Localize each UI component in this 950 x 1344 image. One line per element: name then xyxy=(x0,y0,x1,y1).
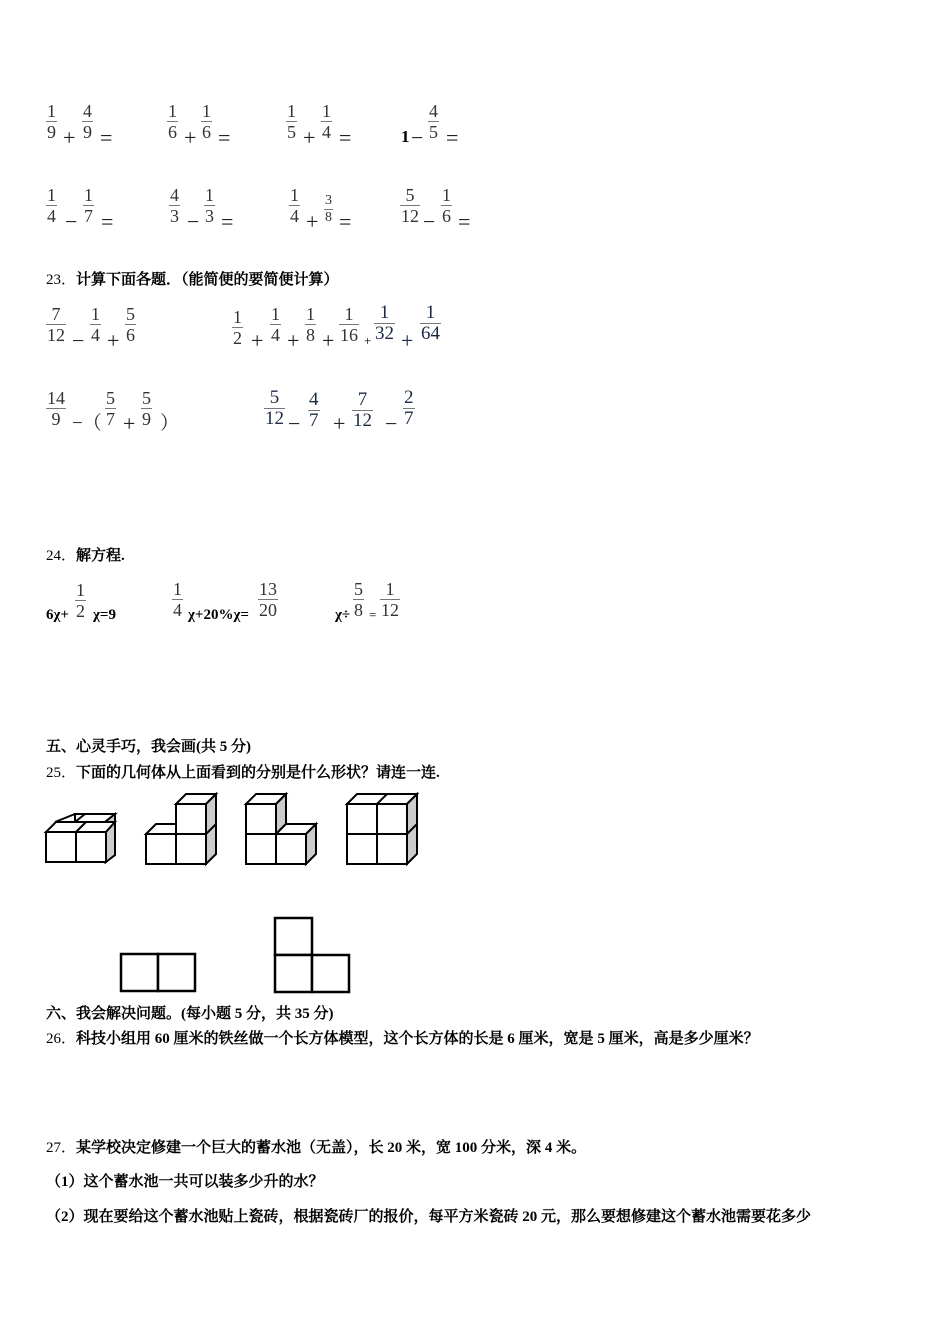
question-24-heading: 24．解方程. xyxy=(46,548,125,564)
fraction: $\frac{2}{7}$ xyxy=(404,387,414,429)
question-27: 27．某学校决定修建一个巨大的蓄水池（无盖），长 20 米，宽 100 分米，深 4 米。 xyxy=(46,1140,587,1156)
section-6-heading: 六、我会解决问题。(每小题 5 分，共 35 分) xyxy=(46,1006,334,1022)
equation-text: χ÷ xyxy=(335,607,351,623)
equals-sign: = xyxy=(446,125,459,150)
operator: − xyxy=(187,209,200,234)
operator: − xyxy=(72,328,85,353)
fraction: $\frac{1}{16}$ xyxy=(340,304,358,345)
fraction: $\frac{4}{5}$ xyxy=(429,101,438,142)
fraction: $\frac{1}{32}$ xyxy=(375,302,394,344)
operator: − xyxy=(411,125,424,150)
operator: − xyxy=(385,411,398,436)
operator: + xyxy=(184,125,197,150)
fraction: $\frac{1}{8}$ xyxy=(306,304,315,345)
top-view-two-squares xyxy=(119,952,199,994)
fraction: $\frac{1}{6}$ xyxy=(168,101,177,142)
fraction: $\frac{1}{9}$ xyxy=(47,101,56,142)
equals-sign: = xyxy=(458,209,471,234)
fraction: $\frac{1}{4}$ xyxy=(322,101,331,142)
fraction: $\frac{1}{7}$ xyxy=(84,185,93,226)
operator: + xyxy=(306,209,319,234)
equals-sign: = xyxy=(339,125,352,150)
operator: − xyxy=(65,209,78,234)
equals-sign: = xyxy=(101,209,114,234)
operator: + xyxy=(63,125,76,150)
equals-sign: = xyxy=(218,125,231,150)
fraction: $\frac{4}{9}$ xyxy=(83,101,92,142)
fraction: $\frac{3}{8}$ xyxy=(325,193,332,225)
fraction: $\frac{1}{4}$ xyxy=(271,304,280,345)
fraction: $\frac{5}{9}$ xyxy=(142,388,151,429)
equation-text: χ+20%χ= xyxy=(188,607,249,623)
equation-text: = xyxy=(369,607,377,622)
question-27-part-2: （2）现在要给这个蓄水池贴上瓷砖，根据瓷砖厂的报价，每平方米瓷砖 20 元，那么要想修建这个蓄水池需要花多少 xyxy=(46,1209,812,1225)
operator: + xyxy=(303,125,316,150)
operator: + xyxy=(333,411,346,436)
fraction: $\frac{13}{20}$ xyxy=(259,579,277,620)
operator: + xyxy=(322,328,335,353)
fraction: $\frac{1}{6}$ xyxy=(202,101,211,142)
whole-number: 1 xyxy=(401,127,410,146)
fraction: $\frac{1}{4}$ xyxy=(290,185,299,226)
fraction: $\frac{5}{12}$ xyxy=(265,387,284,429)
equals-sign: = xyxy=(339,209,352,234)
operator: + xyxy=(107,328,120,353)
operator: + xyxy=(401,328,414,353)
operator: + xyxy=(123,411,136,436)
fraction: $\frac{1}{2}$ xyxy=(76,580,85,621)
fraction: $\frac{1}{4}$ xyxy=(91,304,100,345)
equals-sign: = xyxy=(221,209,234,234)
fraction: $\frac{1}{2}$ xyxy=(233,307,242,348)
question-26: 26．科技小组用 60 厘米的铁丝做一个长方体模型，这个长方体的长是 6 厘米，宽是 5 厘米，高是多少厘米？ xyxy=(46,1031,759,1047)
cube-solid-3 xyxy=(245,793,320,868)
fraction: $\frac{1}{12}$ xyxy=(381,579,399,620)
fraction: $\frac{5}{8}$ xyxy=(354,579,363,620)
equals-sign: = xyxy=(100,125,113,150)
fraction: $\frac{7}{12}$ xyxy=(353,389,372,431)
cube-solid-1 xyxy=(45,812,120,867)
operator: + xyxy=(364,333,372,348)
equation-text: 6χ+ xyxy=(46,607,69,623)
operator: −（ xyxy=(72,413,102,434)
question-23-heading: 23．计算下面各题．（能简便的要简便计算） xyxy=(46,272,339,288)
fraction: $\frac{1}{4}$ xyxy=(47,185,56,226)
fraction: $\frac{1}{6}$ xyxy=(442,185,451,226)
question-25-heading: 25．下面的几何体从上面看到的分别是什么形状？请连一连. xyxy=(46,765,440,781)
fraction: $\frac{14}{9}$ xyxy=(47,388,65,429)
cube-solid-2 xyxy=(145,793,220,868)
equation-text: χ=9 xyxy=(93,607,116,623)
operator: − xyxy=(423,209,436,234)
question-27-part-1: （1）这个蓄水池一共可以装多少升的水？ xyxy=(46,1174,324,1190)
operator: − xyxy=(288,411,301,436)
cube-solid-4 xyxy=(346,793,421,868)
section-5-heading: 五、心灵手巧，我会画(共 5 分) xyxy=(46,739,251,755)
fraction: $\frac{5}{12}$ xyxy=(401,185,419,226)
fraction: $\frac{1}{3}$ xyxy=(205,185,214,226)
fraction: $\frac{7}{12}$ xyxy=(47,304,65,345)
operator: + xyxy=(287,328,300,353)
fraction: $\frac{5}{7}$ xyxy=(106,388,115,429)
operator: + xyxy=(251,328,264,353)
fraction: $\frac{1}{5}$ xyxy=(287,101,296,142)
closing-paren: ） xyxy=(160,413,180,434)
fraction: $\frac{4}{3}$ xyxy=(170,185,179,226)
fraction: $\frac{4}{7}$ xyxy=(309,389,319,431)
fraction: $\frac{5}{6}$ xyxy=(126,304,135,345)
fraction: $\frac{1}{4}$ xyxy=(173,579,182,620)
top-view-l-shape xyxy=(273,916,353,994)
fraction: $\frac{1}{64}$ xyxy=(421,302,440,344)
